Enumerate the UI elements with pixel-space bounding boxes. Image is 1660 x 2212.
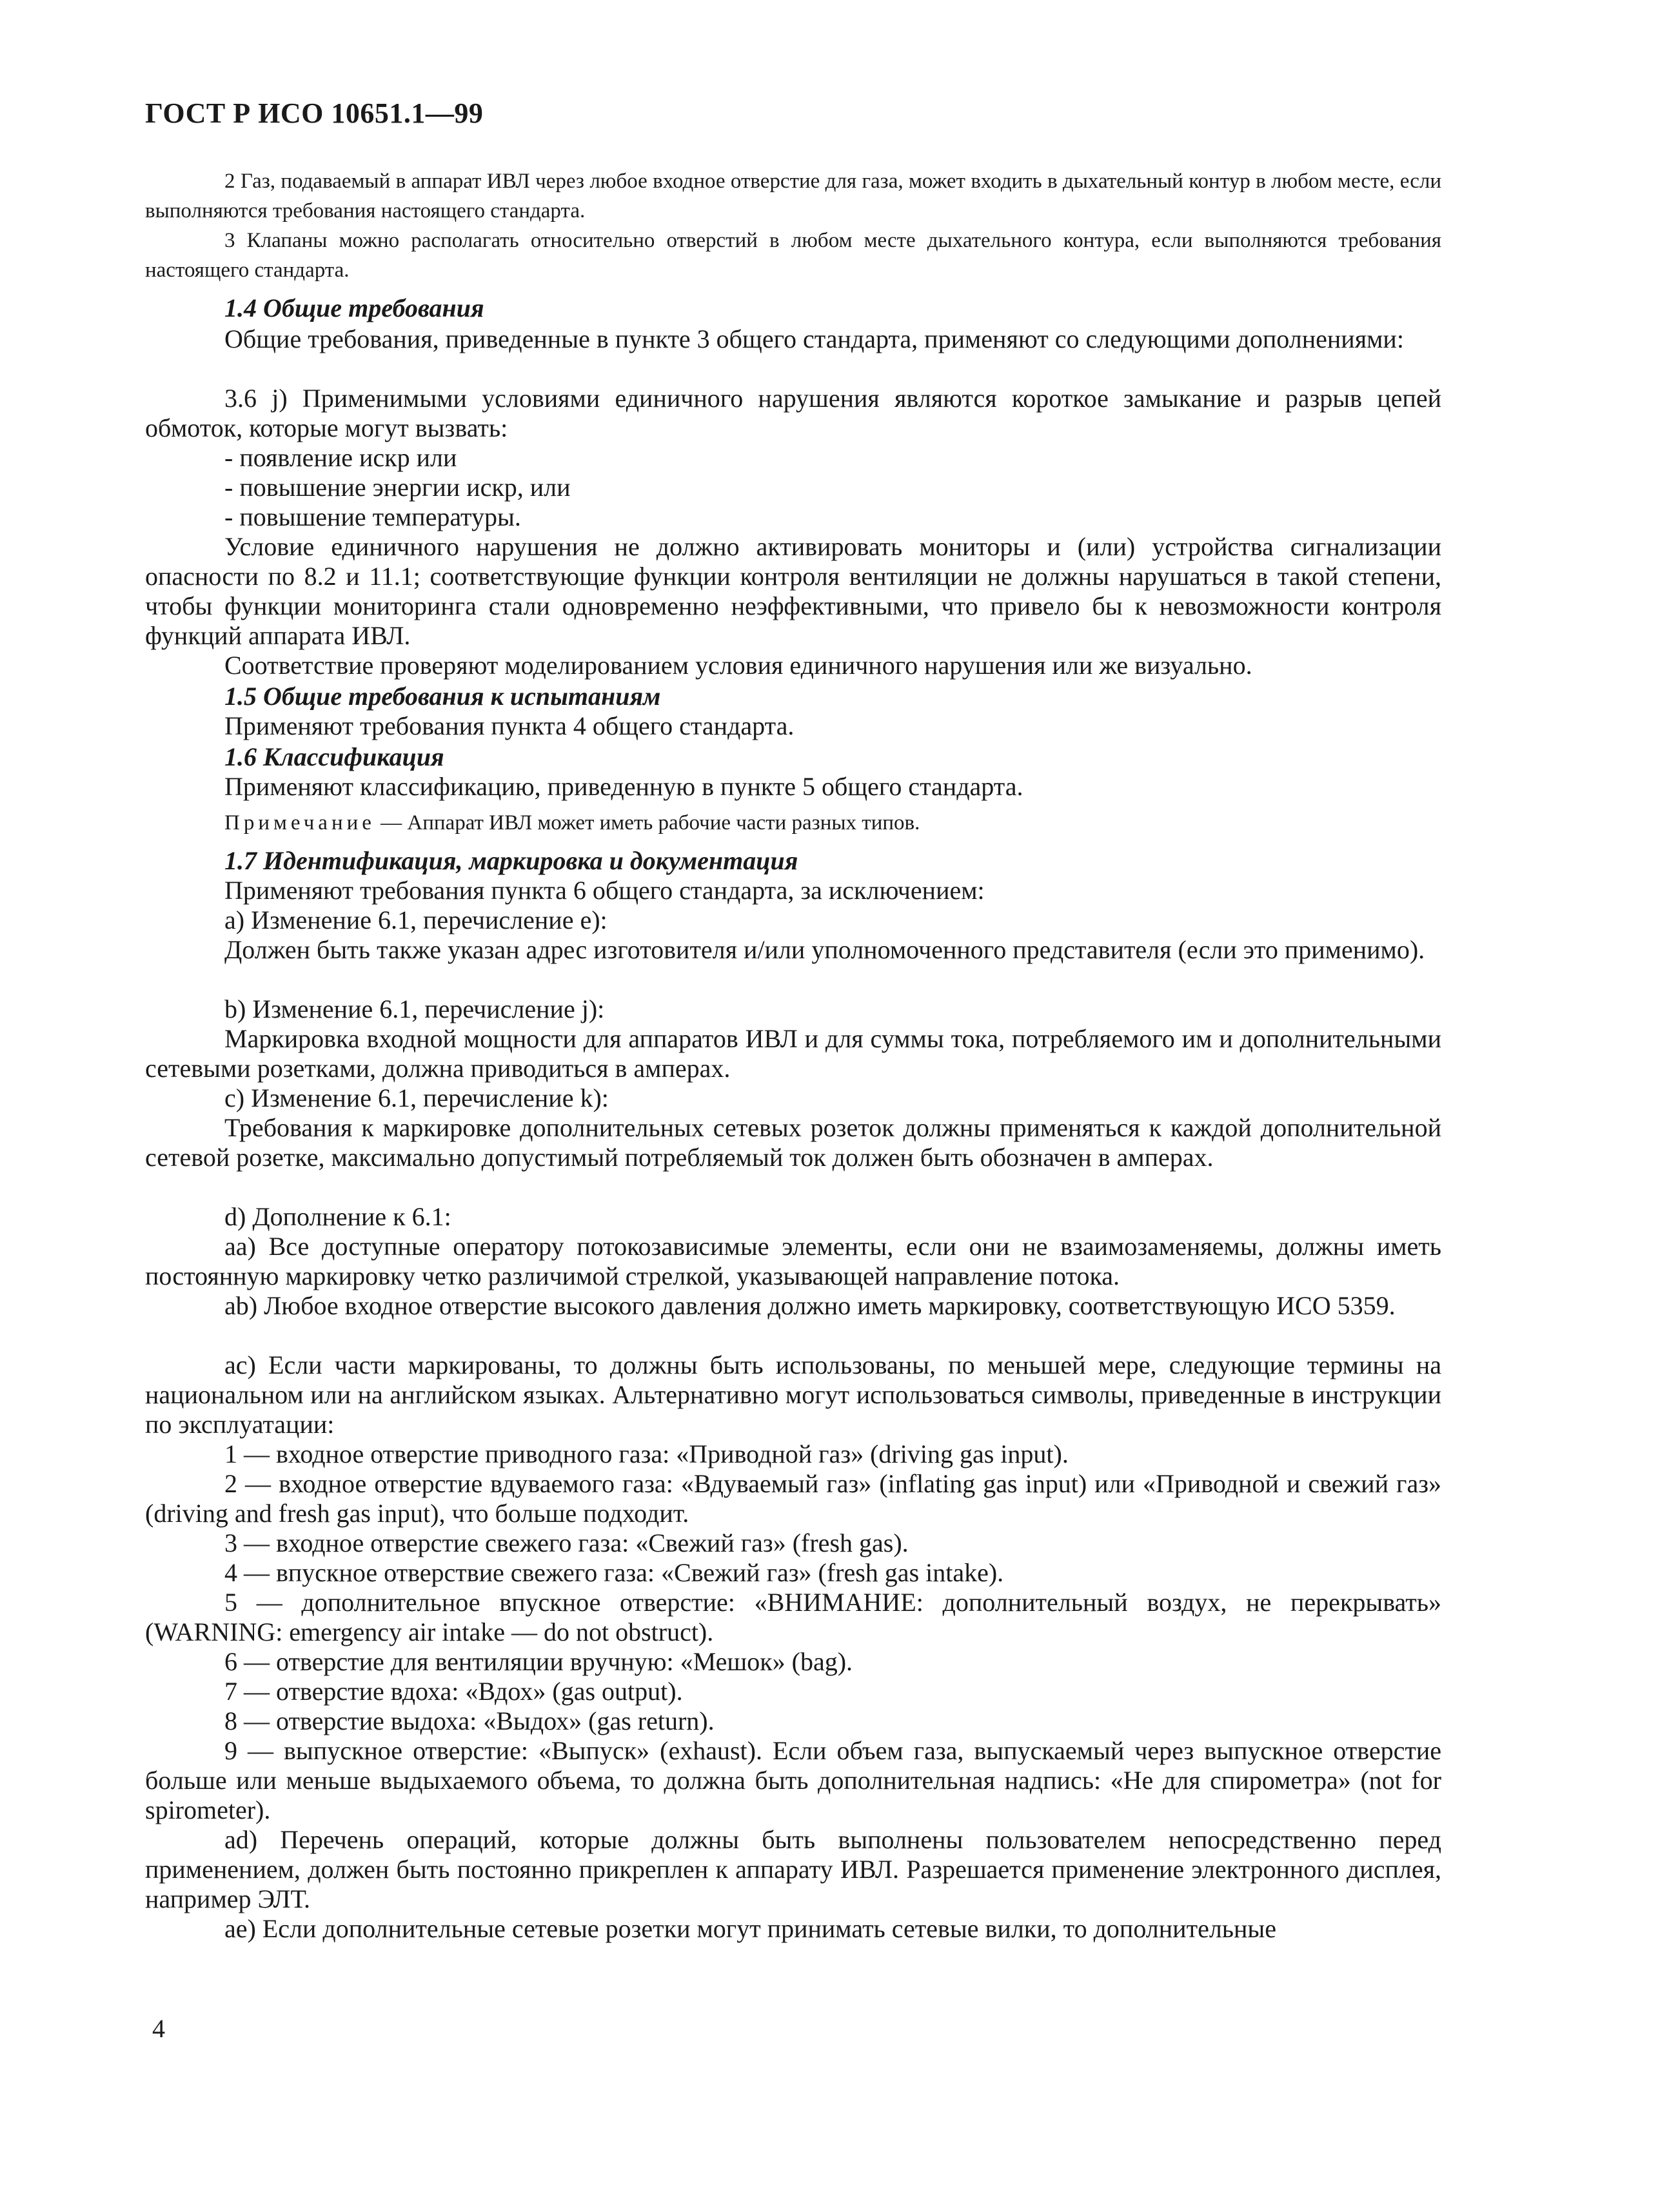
paragraph-1-6: Применяют классификацию, приведенную в пункте 5 общего стандарта. bbox=[224, 772, 1023, 801]
item-c-heading: с) Изменение 6.1, перечисление k): bbox=[224, 1083, 609, 1112]
list-item-2: - повышение энергии искр, или bbox=[224, 473, 571, 502]
heading-1-7: 1.7 Идентификация, маркировка и документация bbox=[224, 846, 798, 875]
term-3: 3 — входное отверстие свежего газа: «Свежий газ» (fresh gas). bbox=[224, 1528, 909, 1557]
item-ac: ас) Если части маркированы, то должны быть использованы, по меньшей мере, следующие термины на национальном или на английском языках. Альтернативно могут использоваться символы, приведенные в инструкции по эксплуатации: bbox=[145, 1350, 1441, 1439]
heading-1-6: 1.6 Классификация bbox=[224, 742, 444, 771]
page-number: 4 bbox=[152, 2014, 165, 2043]
term-4: 4 — впускное отверствие свежего газа: «Свежий газ» (fresh gas intake). bbox=[224, 1558, 1004, 1587]
paragraph-1-4a: Общие требования, приведенные в пункте 3 общего стандарта, применяют со следующими дополнениями: bbox=[224, 324, 1404, 353]
heading-1-5: 1.5 Общие требования к испытаниям bbox=[224, 682, 661, 711]
paragraph-1-4b: 3.6 j) Применимыми условиями единичного нарушения являются короткое замыкание и разрыв цепей обмоток, которые могут вызвать: bbox=[145, 384, 1441, 442]
term-8: 8 — отверстие выдоха: «Выдох» (gas return). bbox=[224, 1706, 715, 1735]
item-a-heading: а) Изменение 6.1, перечисление е): bbox=[224, 905, 608, 934]
note-2: 2 Газ, подаваемый в аппарат ИВЛ через любое входное отверстие для газа, может входить в дыхательный контур в любом месте, если выполняются требования настоящего стандарта. bbox=[145, 170, 1441, 222]
term-5: 5 — дополнительное впускное отверстие: «ВНИМАНИЕ: дополнительный воздух, не перекрывать» (WARNING: emergency air intake — do not obstruct). bbox=[145, 1588, 1441, 1646]
term-9: 9 — выпускное отверстие: «Выпуск» (exhaust). Если объем газа, выпускаемый через выпускное отверстие больше или меньше выдыхаемого объема, то должна быть дополнительная надпись: «Не для спирометра» (not for spirometer). bbox=[145, 1736, 1441, 1824]
paragraph-1-4c: Условие единичного нарушения не должно активировать мониторы и (или) устройства сигнализации опасности по 8.2 и 11.1; соответствующие функции контроля вентиляции не должны нарушаться в такой степени, чтобы функции мониторинга стали одновременно неэффективными, что привело бы к невозможности контроля функций аппарата ИВЛ. bbox=[145, 532, 1441, 650]
item-ab: ab) Любое входное отверстие высокого давления должно иметь маркировку, соответствующую ИСО 5359. bbox=[224, 1291, 1396, 1320]
item-c-text: Требования к маркировке дополнительных сетевых розеток должны применяться к каждой дополнительной сетевой розетке, максимально допустимый потребляемый ток должен быть обозначен в амперах. bbox=[145, 1113, 1441, 1172]
item-ad: ad) Перечень операций, которые должны быть выполнены пользователем непосредственно перед применением, должен быть постоянно прикреплен к аппарату ИВЛ. Разрешается применение электронного дисплея, например ЭЛТ. bbox=[145, 1825, 1441, 1913]
item-b-heading: b) Изменение 6.1, перечисление j): bbox=[224, 994, 605, 1023]
term-1: 1 — входное отверстие приводного газа: «Приводной газ» (driving gas input). bbox=[224, 1439, 1069, 1468]
note-3: 3 Клапаны можно располагать относительно отверстий в любом месте дыхательного контура, если выполняются требования настоящего стандарта. bbox=[145, 229, 1441, 282]
list-item-1: - появление искр или bbox=[224, 443, 457, 472]
paragraph-1-4d: Соответствие проверяют моделированием условия единичного нарушения или же визуально. bbox=[224, 651, 1252, 680]
term-6: 6 — отверстие для вентиляции вручную: «Мешок» (bag). bbox=[224, 1647, 853, 1676]
note-1-6 bbox=[224, 808, 920, 838]
page-header: ГОСТ Р ИСО 10651.1—99 bbox=[145, 97, 484, 129]
item-b-text: Маркировка входной мощности для аппаратов ИВЛ и для суммы тока, потребляемого им и дополнительными сетевыми розетками, должна приводиться в амперах. bbox=[145, 1024, 1441, 1083]
heading-1-4: 1.4 Общие требования bbox=[224, 293, 484, 322]
item-aa: аа) Все доступные оператору потокозависимые элементы, если они не взаимозаменяемы, должны иметь постоянную маркировку четко различимой стрелкой, указывающей направление потока. bbox=[145, 1232, 1441, 1290]
paragraph-1-5: Применяют требования пункта 4 общего стандарта. bbox=[224, 711, 795, 740]
item-a-text: Должен быть также указан адрес изготовителя и/или уполномоченного представителя (если это применимо). bbox=[224, 935, 1425, 964]
item-ae: ае) Если дополнительные сетевые розетки могут принимать сетевые вилки, то дополнительные bbox=[224, 1914, 1277, 1943]
term-7: 7 — отверстие вдоха: «Вдох» (gas output). bbox=[224, 1677, 683, 1706]
list-item-3: - повышение температуры. bbox=[224, 502, 521, 531]
item-d-heading: d) Дополнение к 6.1: bbox=[224, 1202, 451, 1231]
note-text: — Аппарат ИВЛ может иметь рабочие части разных типов. bbox=[375, 811, 920, 834]
term-2: 2 — входное отверстие вдуваемого газа: «Вдуваемый газ» (inflating gas input) или «Приводной и свежий газ» (driving and fresh gas input), что больше подходит. bbox=[145, 1469, 1441, 1528]
paragraph-1-7: Применяют требования пункта 6 общего стандарта, за исключением: bbox=[224, 876, 985, 905]
note-label: Примечание bbox=[224, 811, 375, 834]
